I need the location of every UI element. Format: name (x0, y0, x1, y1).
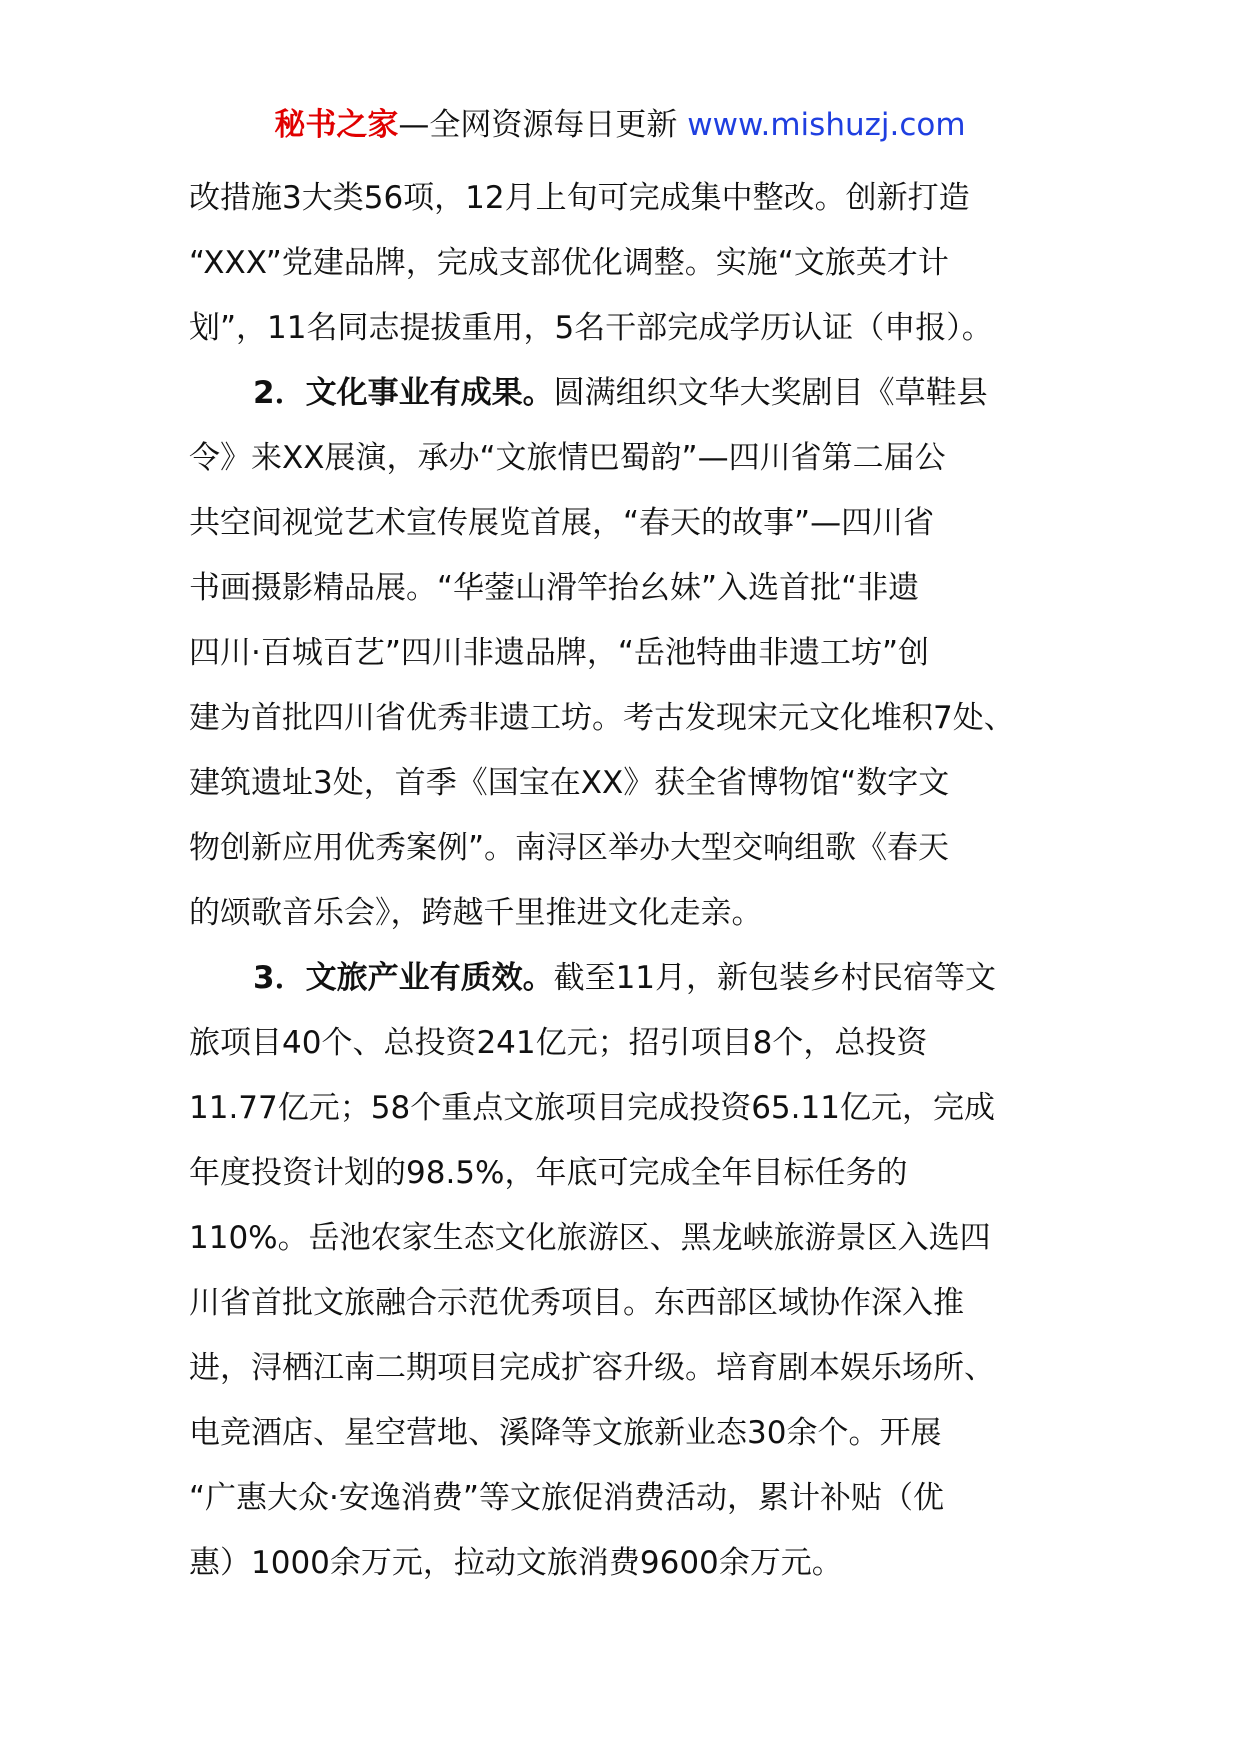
text-line: 惠）1000余万元，拉动文旅消费9600余万元。 (189, 1545, 843, 1581)
text-line: 改措施3大类56项，12月上旬可完成集中整改。创新打造 (189, 180, 970, 216)
site-url-link[interactable]: www.mishuzj.com (687, 107, 966, 143)
section-2-lead: 2．文化事业有成果。 (253, 375, 554, 411)
document-body (189, 166, 1069, 1596)
text-line: 划”，11名同志提拔重用，5名干部完成学历认证（申报）。 (189, 310, 993, 346)
brand-name: 秘书之家 (274, 107, 399, 143)
text-line: 旅项目40个、总投资241亿元；招引项目8个，总投资 (189, 1025, 928, 1061)
section-3-lead: 3．文旅产业有质效。 (253, 960, 554, 996)
text-line: “广惠大众·安逸消费”等文旅促消费活动，累计补贴（优 (189, 1480, 944, 1516)
text-line: 四川·百城百艺”四川非遗品牌，“岳池特曲非遗工坊”创 (189, 635, 930, 671)
site-header (0, 103, 1240, 147)
text-line: 书画摄影精品展。“华蓥山滑竿抬幺妹”入选首批“非遗 (189, 570, 920, 606)
text-line: 11.77亿元；58个重点文旅项目完成投资65.11亿元，完成 (189, 1090, 995, 1126)
text-line: 物创新应用优秀案例”。南浔区举办大型交响组歌《春天 (189, 830, 950, 866)
text-line: 年度投资计划的98.5%，年底可完成全年目标任务的 (189, 1155, 908, 1191)
text-line: 川省首批文旅融合示范优秀项目。东西部区域协作深入推 (189, 1285, 964, 1321)
text-line: 建为首批四川省优秀非遗工坊。考古发现宋元文化堆积7处、 (189, 700, 1015, 736)
text-line: 的颂歌音乐会》，跨越千里推进文化走亲。 (189, 895, 763, 931)
header-tagline: —全网资源每日更新 (398, 107, 688, 143)
text-line: 共空间视觉艺术宣传展览首展，“春天的故事”—四川省 (189, 505, 935, 541)
section-2-lead-rest: 圆满组织文华大奖剧目《草鞋县 (553, 375, 988, 411)
section-3-heading-line (189, 946, 1069, 1011)
text-line: 电竞酒店、星空营地、溪降等文旅新业态30余个。开展 (189, 1415, 942, 1451)
text-line: “XXX”党建品牌，完成支部优化调整。实施“文旅英才计 (189, 245, 949, 281)
section-2-heading-line (189, 361, 1069, 426)
text-line: 令》来XX展演，承办“文旅情巴蜀韵”—四川省第二届公 (189, 440, 946, 476)
text-line: 110%。岳池农家生态文化旅游区、黑龙峡旅游景区入选四 (189, 1220, 991, 1256)
text-line: 建筑遗址3处，首季《国宝在XX》获全省博物馆“数字文 (189, 765, 950, 801)
text-line: 进，浔栖江南二期项目完成扩容升级。培育剧本娱乐场所、 (189, 1350, 995, 1386)
section-3-lead-rest: 截至11月，新包装乡村民宿等文 (553, 960, 997, 996)
